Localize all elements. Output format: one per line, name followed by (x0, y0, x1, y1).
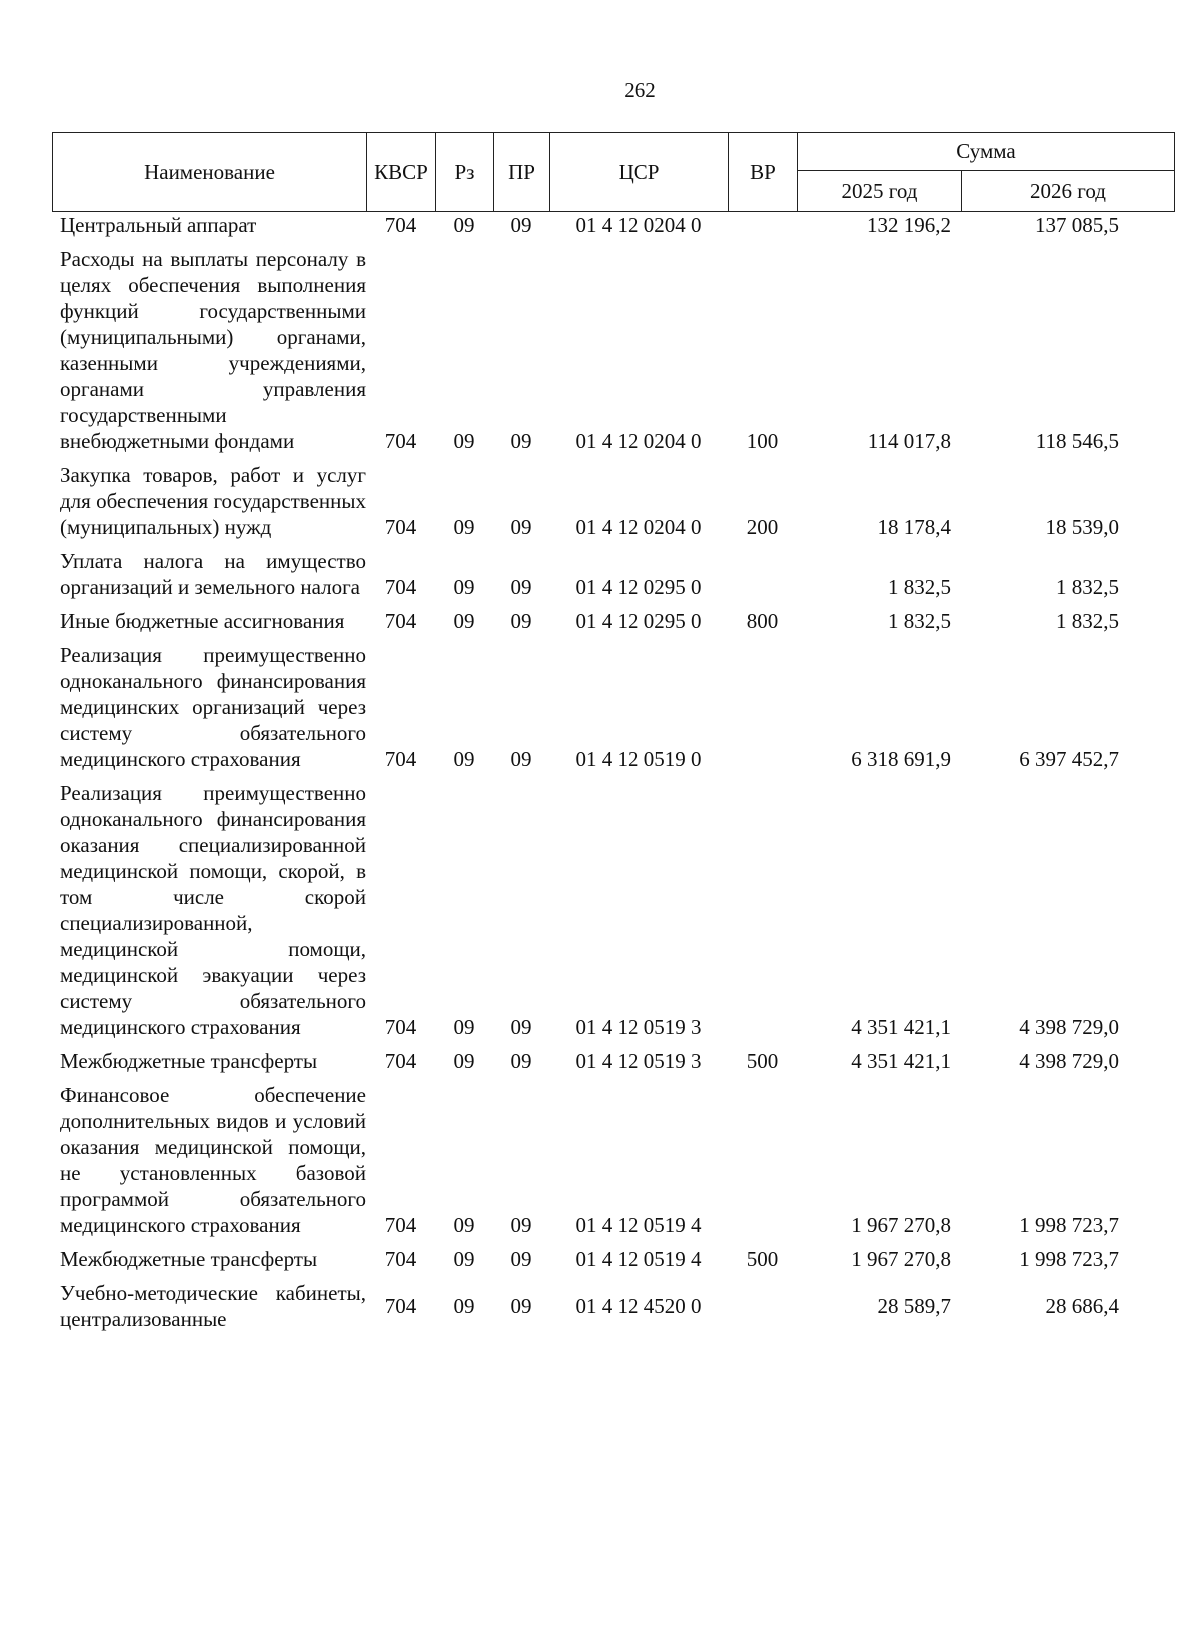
row-pr: 09 (510, 1049, 532, 1073)
row-rz: 09 (453, 609, 475, 633)
row-csr: 01 4 12 0519 4 (575, 1213, 702, 1237)
header-csr: ЦСР (550, 133, 729, 212)
row-sum-2026: 1 998 723,7 (1019, 1247, 1119, 1271)
table-row (52, 212, 1174, 238)
row-kvsr: 704 (384, 429, 417, 453)
row-kvsr: 704 (384, 1213, 417, 1237)
row-rz: 09 (453, 1015, 475, 1039)
row-csr: 01 4 12 0204 0 (575, 213, 702, 237)
table-row (52, 1280, 1174, 1332)
row-vr: 500 (746, 1247, 779, 1271)
page-number: 262 (624, 78, 656, 102)
row-kvsr: 704 (384, 1294, 417, 1318)
row-pr: 09 (510, 747, 532, 771)
table-header (52, 132, 1175, 212)
row-sum-2026: 118 546,5 (1035, 429, 1119, 453)
row-sum-2026: 1 998 723,7 (1019, 1213, 1119, 1237)
row-sum-2026: 4 398 729,0 (1019, 1015, 1119, 1039)
row-sum-2025: 1 832,5 (888, 609, 951, 633)
row-rz: 09 (453, 1049, 475, 1073)
row-rz: 09 (453, 429, 475, 453)
row-csr: 01 4 12 0519 3 (575, 1049, 702, 1073)
row-name: Центральный аппарат (60, 213, 257, 237)
table-row (52, 642, 1174, 772)
row-csr: 01 4 12 4520 0 (575, 1294, 702, 1318)
row-rz: 09 (453, 515, 475, 539)
row-csr: 01 4 12 0204 0 (575, 429, 702, 453)
row-sum-2025: 18 178,4 (877, 515, 951, 539)
row-sum-2025: 132 196,2 (867, 213, 951, 237)
row-csr: 01 4 12 0519 4 (575, 1247, 702, 1271)
row-sum-2026: 1 832,5 (1056, 575, 1119, 599)
table-row (52, 1246, 1174, 1272)
row-sum-2025: 1 967 270,8 (851, 1213, 951, 1237)
row-name: Межбюджетные трансферты (60, 1247, 318, 1271)
row-pr: 09 (510, 429, 532, 453)
row-csr: 01 4 12 0204 0 (575, 515, 702, 539)
row-sum-2026: 4 398 729,0 (1019, 1049, 1119, 1073)
table-row (52, 548, 1174, 600)
header-rz: Рз (436, 133, 494, 212)
header-vr: ВР (729, 133, 798, 212)
table-body (52, 212, 1174, 1340)
row-rz: 09 (453, 1294, 475, 1318)
row-sum-2025: 4 351 421,1 (851, 1015, 951, 1039)
row-vr: 800 (746, 609, 779, 633)
row-vr: 100 (746, 429, 779, 453)
row-name: Расходы на выплаты персоналу в целях обеспечения выполнения функций государственными (муниципальными) органами, казенными учреждениями, органами управления государственными внебюджетными фондами (60, 247, 366, 453)
row-name: Реализация преимущественно одноканального финансирования оказания специализированной медицинской помощи, скорой, в том числе скорой специализированной, медицинской помощи, медицинской эвакуации через систему обязательного медицинского страхования (60, 781, 366, 1039)
row-sum-2026: 28 686,4 (1045, 1294, 1119, 1318)
row-csr: 01 4 12 0519 0 (575, 747, 702, 771)
row-pr: 09 (510, 1247, 532, 1271)
row-sum-2025: 114 017,8 (867, 429, 951, 453)
row-vr: 500 (746, 1049, 779, 1073)
row-vr: 200 (746, 515, 779, 539)
row-rz: 09 (453, 1247, 475, 1271)
row-sum-2025: 28 589,7 (877, 1294, 951, 1318)
row-kvsr: 704 (384, 515, 417, 539)
row-pr: 09 (510, 213, 532, 237)
header-year-2026: 2026 год (962, 171, 1175, 212)
row-kvsr: 704 (384, 1049, 417, 1073)
table-row (52, 462, 1174, 540)
header-pr: ПР (494, 133, 550, 212)
row-sum-2025: 1 967 270,8 (851, 1247, 951, 1271)
row-name: Учебно-методические кабинеты, централизованные (60, 1281, 366, 1331)
row-kvsr: 704 (384, 1247, 417, 1271)
row-kvsr: 704 (384, 575, 417, 599)
row-pr: 09 (510, 1015, 532, 1039)
row-sum-2025: 6 318 691,9 (851, 747, 951, 771)
table-row (52, 1048, 1174, 1074)
row-name: Иные бюджетные ассигнования (60, 609, 345, 633)
row-pr: 09 (510, 1294, 532, 1318)
row-pr: 09 (510, 609, 532, 633)
row-sum-2025: 1 832,5 (888, 575, 951, 599)
row-name: Уплата налога на имущество организаций и земельного налога (60, 549, 366, 599)
table-row (52, 780, 1174, 1040)
table-row (52, 608, 1174, 634)
row-name: Межбюджетные трансферты (60, 1049, 318, 1073)
row-name: Финансовое обеспечение дополнительных видов и условий оказания медицинской помощи, не установленных базовой программой обязательного медицинского страхования (60, 1083, 366, 1237)
row-sum-2026: 137 085,5 (1035, 213, 1119, 237)
row-rz: 09 (453, 747, 475, 771)
row-csr: 01 4 12 0519 3 (575, 1015, 702, 1039)
row-sum-2025: 4 351 421,1 (851, 1049, 951, 1073)
header-sum: Сумма (798, 133, 1175, 171)
table-row (52, 1082, 1174, 1238)
row-name: Реализация преимущественно одноканального финансирования медицинских организаций через систему обязательного медицинского страхования (60, 643, 366, 771)
header-name: Наименование (53, 133, 367, 212)
header-kvsr: КВСР (367, 133, 436, 212)
row-csr: 01 4 12 0295 0 (575, 609, 702, 633)
row-sum-2026: 6 397 452,7 (1019, 747, 1119, 771)
row-rz: 09 (453, 213, 475, 237)
row-sum-2026: 1 832,5 (1056, 609, 1119, 633)
row-kvsr: 704 (384, 1015, 417, 1039)
row-pr: 09 (510, 1213, 532, 1237)
table-row (52, 246, 1174, 454)
row-csr: 01 4 12 0295 0 (575, 575, 702, 599)
row-kvsr: 704 (384, 747, 417, 771)
row-sum-2026: 18 539,0 (1045, 515, 1119, 539)
row-rz: 09 (453, 1213, 475, 1237)
header-year-2025: 2025 год (798, 171, 962, 212)
row-pr: 09 (510, 515, 532, 539)
row-rz: 09 (453, 575, 475, 599)
row-name: Закупка товаров, работ и услуг для обеспечения государственных (муниципальных) нужд (60, 463, 366, 539)
row-pr: 09 (510, 575, 532, 599)
row-kvsr: 704 (384, 609, 417, 633)
row-kvsr: 704 (384, 213, 417, 237)
